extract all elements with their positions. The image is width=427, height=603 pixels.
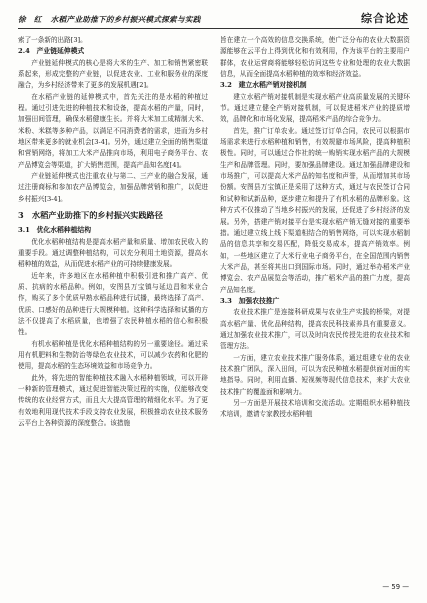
- section-heading-3-1: 3.1 优化水稻种植结构: [18, 226, 91, 235]
- paragraph: 产业链延伸模式也注重农业与第二、三产业的融合发展，通过注册商标和参加农产品博览会，加强品牌营销和推广，以促进乡村振兴[3-4]。: [18, 172, 208, 203]
- paragraph: 有机水稻种植是优化水稻种植结构的另一重要途径。通过采用有机肥料和生物防治等绿色农业技术，可以减少农药和化肥的使用，提高水稻的生态环境效益和市场竞争力。: [18, 339, 208, 371]
- paragraph: 此外，将先进的智能种植技术融入水稻种植领域，可以开辟一种新的管理模式，通过促进智能决策过程的实施，仅能够改变传统的农业经营方式，而且大大提高管理的精细化水平。为了更有效地利用现代技术手段支持农业发展，积极推动农业技术服务云平台上各种资源的深度整合。该措施: [18, 373, 208, 427]
- right-column: [220, 35, 410, 421]
- paragraph: 索了一条新的出路[3]。: [18, 36, 87, 44]
- header-title: 水稻产业助推下的乡村振兴模式探索与实践: [50, 15, 201, 24]
- paragraph: 在水稻产业链的延伸模式中，首先关注的是水稻的种植过程。通过引进先进的种植技术和设备，提高水稻的产量，同时，加强田间管理，确保水稻健康生长。并将大米加工成精制大米、米粉、米糕等多种产品，以满足不同消费者的需求，进而为乡村地区带来更多的就业机会[3-4]。另外，通过建立全面的销售渠道和营销网络，将加工大米产品推向市场，利用电子商务平台、农产品博览会等渠道，扩大销售范围，提高产品知名度[4]。: [18, 92, 208, 169]
- header-author: 徐 红: [18, 15, 42, 24]
- paragraph: 建立水稻产销对接机制是实现水稻产业高质量发展的关键环节。通过建立健全产销对接机制，可以促进稻米产业的提质增效，品牌化和市场化发展，提高稻米产品的综合竞争力。: [220, 92, 410, 124]
- paragraph: 近年来，许多地区在水稻种植中积极引进和推广高产、优质、抗病的水稻品种。例如，安图县万宝镇与延边昌和米业合作，购买了多个优质早熟水稻品种进行试播，最终选择了高产、优质、口感好的品种进行大规模种植。这种科学选择和试播的方法不仅提高了水稻质量，也增强了农民种植水稻的信心和积极性。: [18, 271, 208, 337]
- paragraph: 产业链延伸模式的核心是将大米的生产、加工和销售紧密联系起来，形成完整的产业链，以促进农业、工业和服务业的深度融合，为乡村经济带来了更多的发展机遇[2]。: [18, 58, 208, 90]
- paragraph: 优化水稻种植结构是提高水稻产量和质量、增加农民收入的重要手段。通过调整种植结构，可以充分利用土地资源，提高水稻种植的效益，从而促进水稻产业的可持续健康发展。: [18, 237, 208, 269]
- running-header: [18, 8, 409, 29]
- left-column: [18, 35, 208, 429]
- page-number: — 59 —: [382, 583, 409, 591]
- section-heading-3-3: 3.3 加强农技推广: [220, 296, 280, 305]
- header-left: [18, 14, 201, 28]
- paragraph: 一方面，建立农业技术推广服务体系，通过组建专业的农业技术推广团队，深入田间，可以为农民种植水稻提供面对面的实地指导。同时，利用直播、短视频等现代信息技术，来扩大农业技术推广的覆盖面和影响力。: [220, 353, 410, 396]
- paragraph: 另一方面是开展技术培训和交流活动。定期组织水稻种植技术培训，邀请专家教授水稻种植: [220, 399, 410, 419]
- section-heading-3-2: 3.2 建立水稻产销对接机制: [220, 81, 307, 90]
- paragraph: 首先，推广订单农业。通过签订订单合同，农民可以根据市场需求来进行水稻种植和销售，有效规避市场风险，提高种植积极性。同时，可以通过合作社的统一购销实现水稻产品的大规模生产和品牌管理。同时，要加强品牌建设。通过加强品牌建设和市场推广，可以提高大米产品的知名度和声誉，从而增加其市场份额。安图县万宝镇正是采用了这种方式，通过与农民签订合同和试种和试新品种，逐步建立和提升了有机水稻的品牌形象。这种方式不仅推动了当地乡村振兴的发展，还促进了乡村经济的发展。另外，搭建产销对接平台是实现水稻产销无缝对接的重要举措。通过建立线上线下渠道相结合的销售网络，可以实现水稻制品的信息共享和交易匹配，降低交易成本，提高产销效率。例如，一些地区建立了大米行业电子商务平台，在全国范围内销售大米产品，甚至将其出口到国际市场。同时，通过举办稻米产业博览会、农产品展览会等活动，推广稻米产品的推广力度，提高产品知名度。: [220, 126, 410, 294]
- header-section: 综合论述: [361, 12, 409, 25]
- paragraph: 旨在建立一个高效的信息交换系统，使广泛分布的农业大数据资源能够在云平台上得到优化和有效利用，作为该平台的主要用户群体，农业运营商将能够轻松访问这些专业和处理的农业大数据信息，从而全面提高水稻种植的效率和经济效益。: [220, 36, 410, 79]
- section-heading-3: 3 水稻产业助推下的乡村振兴实践路径: [18, 210, 163, 221]
- section-heading-2-4: 2.4 产业链延伸模式: [18, 47, 85, 56]
- paragraph: 农业技术推广是连接科研成果与农业生产实践的桥梁，对提高水稻产量、优化品种结构，提高农民科技素养具有重要意义。通过加强农业技术推广，可以及时向农民传授先进的农业技术和管理方法。: [220, 308, 410, 351]
